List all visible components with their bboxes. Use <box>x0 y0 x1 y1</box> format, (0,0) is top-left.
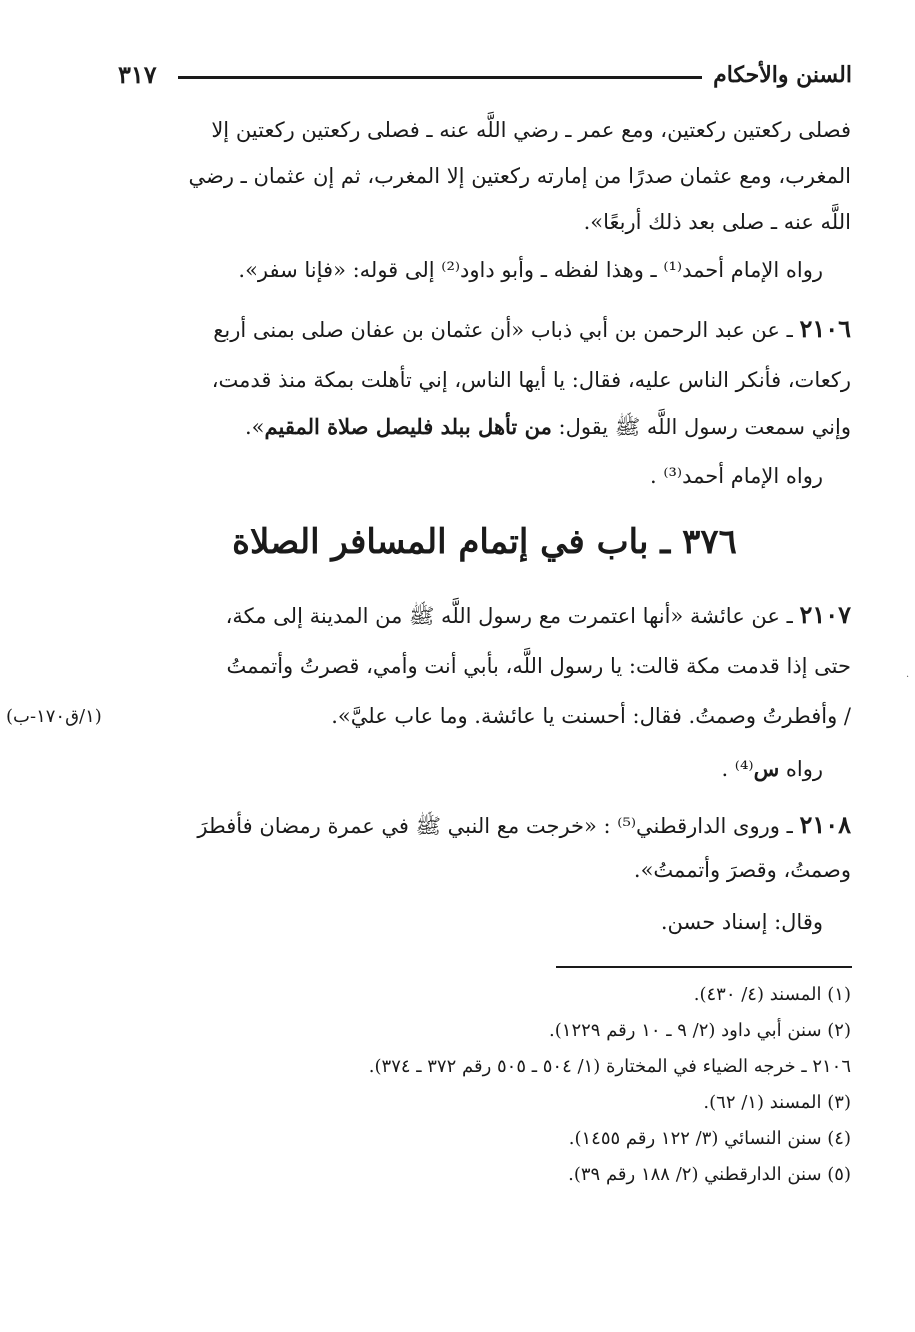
manuscript-margin-note: (١/ق١٧٠-ب) <box>6 706 102 727</box>
footnote-rule <box>556 966 852 968</box>
hadith-2107-line: / وأفطرتُ وصمتُ. فقال: أحسنت يا عائشة. وما عاب عليَّ». <box>331 704 851 728</box>
hadith-text: وإني سمعت رسول اللَّه ﷺ يقول: <box>551 415 851 439</box>
hadith-2106-line <box>118 314 851 343</box>
hadith-2107-line <box>118 600 851 634</box>
hadith-2106-line: ركعات، فأنكر الناس عليه، فقال: يا أيها الناس، إني تأهلت بمكة منذ قدمت، <box>211 368 851 392</box>
source-abbrev: س <box>753 756 780 781</box>
footnote: (١) المسند (٤/ ٤٣٠). <box>693 984 851 1005</box>
footnote: (٢) سنن أبي داود (٢/ ٩ ـ ١٠ رقم ١٢٢٩). <box>549 1020 851 1041</box>
hadith-2108-line <box>118 810 851 844</box>
page-number: ٣١٧ <box>118 60 157 89</box>
chapter-title: ٣٧٦ ـ باب في إتمام المسافر الصلاة <box>232 522 737 562</box>
margin-mark: · <box>906 672 910 683</box>
hadith-text: ـ عن عبد الرحمن بن أبي ذباب «أن عثمان بن عفان صلى بمنى أربع <box>213 318 793 342</box>
hadith-note: وقال: إسناد حسن. <box>660 910 823 934</box>
hadith-2107-line: حتى إذا قدمت مكة قالت: يا رسول اللَّه، بأبي أنت وأمي، قصرتُ وأتممتُ <box>226 654 851 678</box>
hadith-text: ». <box>245 415 265 439</box>
paragraph-line: اللَّه عنه ـ صلى بعد ذلك أربعًا». <box>583 210 851 234</box>
book-title: السنن والأحكام <box>713 62 852 88</box>
hadith-number: ٢١٠٧ <box>799 600 851 629</box>
prophetic-saying: من تأهل ببلد فليصل صلاة المقيم <box>264 414 552 439</box>
hadith-text: ـ وروى الدارقطني⁽⁵⁾ : «خرجت مع النبي ﷺ في عمرة رمضان فأفطرَ <box>197 814 793 838</box>
hadith-2106-line <box>118 414 851 445</box>
hadith-2108-line: وصمتُ، وقصرَ وأتممتُ». <box>633 858 851 882</box>
hadith-source: رواه س⁽⁴⁾ . <box>721 756 823 781</box>
header-rule <box>178 76 702 79</box>
hadith-text: ـ عن عائشة «أنها اعتمرت مع رسول اللَّه ﷺ من المدينة إلى مكة، <box>225 604 793 628</box>
footnote: (٣) المسند (١/ ٦٢). <box>703 1092 851 1113</box>
paragraph-line: المغرب، ومع عثمان صدرًا من إمارته ركعتين إلا المغرب، ثم إن عثمان ـ رضي <box>188 164 851 188</box>
footnote: ٢١٠٦ ـ خرجه الضياء في المختارة (١/ ٥٠٤ ـ ٥٠٥ رقم ٣٧٢ ـ ٣٧٤). <box>368 1056 851 1077</box>
running-header <box>118 58 852 94</box>
hadith-source: رواه الإمام أحمد⁽³⁾ . <box>649 464 823 488</box>
hadith-number: ٢١٠٦ <box>799 314 851 343</box>
footnote: (٤) سنن النسائي (٣/ ١٢٢ رقم ١٤٥٥). <box>568 1128 851 1149</box>
hadith-source: رواه الإمام أحمد⁽¹⁾ ـ وهذا لفظه ـ وأبو داود⁽²⁾ إلى قوله: «فإنا سفر». <box>238 258 823 282</box>
footnote: (٥) سنن الدارقطني (٢/ ١٨٨ رقم ٣٩). <box>568 1164 851 1185</box>
paragraph-line: فصلى ركعتين ركعتين، ومع عمر ـ رضي اللَّه عنه ـ فصلى ركعتين ركعتين إلا <box>211 118 851 142</box>
hadith-number: ٢١٠٨ <box>799 810 851 839</box>
